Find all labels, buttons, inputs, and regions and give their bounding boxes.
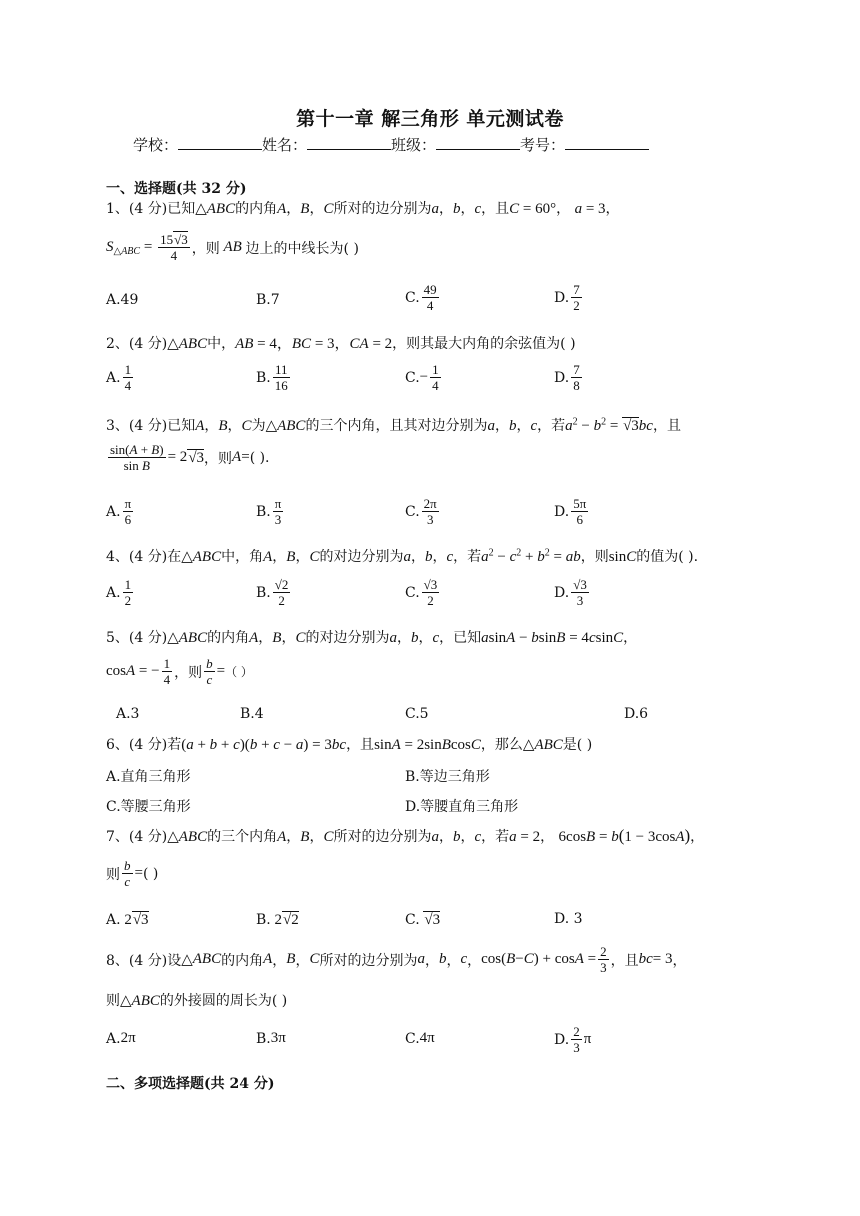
question-2-line-1: 2、(4 分)△ABC中，AB = 4，BC = 3，CA = 2，则其最大内角的余弦值为( ) bbox=[106, 336, 576, 352]
class-label: 班级： bbox=[391, 136, 437, 154]
question-8-line-2: 则△ABC的外接圆的周长为( ) bbox=[106, 993, 288, 1009]
q4-option-c[interactable]: C. $\frac{√3}{2}$ bbox=[405, 577, 438, 608]
q5-option-d[interactable]: D.6 bbox=[624, 706, 649, 722]
question-1-line-2: S △ ABC = $\frac{15√3}{4}$ ， 则 AB 边上的中线长为( ) bbox=[106, 232, 359, 263]
student-info-row bbox=[133, 134, 649, 155]
q2-option-c[interactable]: C. − $\frac{1}{4}$ bbox=[405, 362, 439, 393]
q1-option-c[interactable]: C. $\frac{49}{4}$ bbox=[405, 282, 437, 313]
question-3-line-1: 3、(4 分)已知A，B，C为△ABC的三个内角，且其对边分别为a，b，c，若$a^2 - b^2 = √3bc$，且 bbox=[106, 416, 681, 434]
q8-option-d[interactable]: D. $\frac{2}{3}$ π bbox=[554, 1024, 592, 1055]
question-6-line-1: 6、(4 分)若(a + b + c)(b + c − a) = 3bc，且sinA = 2sinBcosC，那么△ABC是( ) bbox=[106, 737, 593, 753]
q2-option-a[interactable]: A. $\frac{1}{4}$ bbox=[106, 362, 132, 393]
q3-option-b[interactable]: B. $\frac{\pi}{3}$ bbox=[256, 496, 282, 527]
school-blank[interactable] bbox=[178, 137, 262, 150]
q3-option-d[interactable]: D. $\frac{5\pi}{6}$ bbox=[554, 496, 587, 527]
q7-option-a[interactable]: A. 2 √3 bbox=[106, 911, 149, 928]
q1-option-a[interactable]: A.49 bbox=[106, 292, 139, 308]
q8-option-c[interactable]: C. 4π bbox=[405, 1030, 435, 1047]
question-4-line-1: 4、(4 分)在△ABC中，角A，B，C的对边分别为a，b，c，若$a^2 - c^2 + b^2$ = ab，则sinC的值为( ). bbox=[106, 547, 699, 565]
question-1-line-1: 1、(4 分)已知△ABC的内角A，B，C所对的边分别为a，b，c，且C = 60°， a = 3， bbox=[106, 201, 620, 217]
question-5-line-1: 5、(4 分)△ABC的内角A，B，C的对边分别为a，b，c，已知asinA − bsinB = 4csinC， bbox=[106, 630, 638, 646]
name-label: 姓名： bbox=[262, 136, 308, 154]
q4-option-a[interactable]: A. $\frac{1}{2}$ bbox=[106, 577, 132, 608]
q5-option-b[interactable]: B.4 bbox=[240, 706, 264, 722]
q7-option-c[interactable]: C. √3 bbox=[405, 912, 441, 928]
question-8-line-1: 8、(4 分)设 △ ABC 的内角 A ， B ， C 所对的边分别为 a ， b ， c ， cos( B − C ) + cos A = $\frac{2}{3}$ ，且 bc = 3 ， bbox=[106, 944, 687, 975]
q8-option-a[interactable]: A. 2π bbox=[106, 1030, 136, 1047]
q3-option-c[interactable]: C. $\frac{2\pi}{3}$ bbox=[405, 496, 437, 527]
page-title: 第十一章 解三角形 单元测试卷 bbox=[296, 108, 564, 130]
q7-option-b[interactable]: B. 2 √2 bbox=[256, 911, 299, 928]
question-7-line-2: 则 $\frac{b}{c}$ = ( ) bbox=[106, 858, 159, 889]
question-7-line-1: 7、(4 分)△ABC的三个内角A，B，C所对的边分别为a，b，c，若a = 2， 6cosB = b(1 − 3cosA)， bbox=[106, 826, 705, 845]
q6-option-a[interactable]: A.直角三角形 bbox=[106, 769, 191, 785]
exam-no-label: 考号： bbox=[520, 136, 566, 154]
q5-option-c[interactable]: C.5 bbox=[405, 706, 429, 722]
class-blank[interactable] bbox=[436, 137, 520, 150]
q1-option-b[interactable]: B.7 bbox=[256, 292, 280, 308]
q2-option-b[interactable]: B. $\frac{11}{16}$ bbox=[256, 362, 288, 393]
q6-option-d[interactable]: D.等腰直角三角形 bbox=[405, 799, 519, 815]
q4-option-d[interactable]: D. $\frac{√3}{3}$ bbox=[554, 577, 587, 608]
q8-option-b[interactable]: B. 3π bbox=[256, 1030, 286, 1047]
q7-option-d[interactable]: D. 3 bbox=[554, 911, 583, 927]
q6-option-c[interactable]: C.等腰三角形 bbox=[106, 799, 191, 815]
name-blank[interactable] bbox=[307, 137, 391, 150]
q1-option-d[interactable]: D. $\frac{7}{2}$ bbox=[554, 282, 580, 313]
q4-option-b[interactable]: B. $\frac{√2}{2}$ bbox=[256, 577, 289, 608]
q6-option-b[interactable]: B.等边三角形 bbox=[405, 769, 490, 785]
q2-option-d[interactable]: D. $\frac{7}{8}$ bbox=[554, 362, 580, 393]
exam-no-blank[interactable] bbox=[565, 137, 649, 150]
section-heading-multi-choice: 二、多项选择题(共 24 分) bbox=[106, 1076, 275, 1092]
q5-option-a[interactable]: A.3 bbox=[116, 706, 140, 722]
question-5-line-2: cos A = − $\frac{1}{4}$ ，则 $\frac{b}{c}$ = （ ） bbox=[106, 656, 253, 687]
section-heading-choice: 一、选择题(共 32 分) bbox=[106, 181, 247, 197]
question-3-line-2: $\frac{\sin(A + B)}{\text{sin B}}$ = 2 √3 ，则 A = ( ). bbox=[110, 442, 270, 473]
school-label: 学校： bbox=[133, 136, 179, 154]
q3-option-a[interactable]: A. $\frac{\pi}{6}$ bbox=[106, 496, 132, 527]
